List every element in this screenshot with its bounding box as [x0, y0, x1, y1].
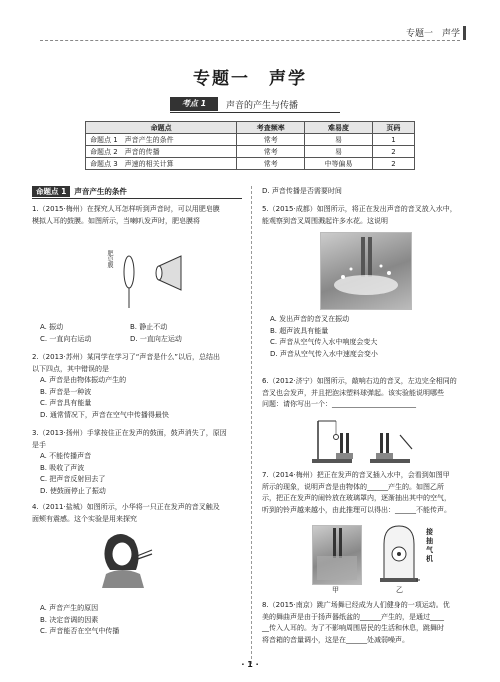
- question-text: 问题：请你写出一个：________________________: [262, 400, 416, 408]
- question-1: [32, 204, 244, 227]
- option: D. 通常情况下，声音在空气中传播得最快: [40, 410, 169, 419]
- question-text: 所示的现象，说明声音是由物体的______产生的。如图乙所: [262, 482, 444, 491]
- question-text: 是手: [32, 440, 46, 449]
- table-header-cell: 命题点: [86, 122, 237, 134]
- question-text: 模拟人耳的鼓膜。如图所示，当喇叭发声时，肥皂膜将: [32, 216, 200, 225]
- section-rule: [32, 198, 242, 199]
- question-text: 6.（2012·济宁）如图所示，敲响右边的音叉，左边完全相同的: [262, 377, 457, 385]
- question-text: __传入人耳的。为了不影响周围居民的生活和休息，跳舞时: [262, 624, 444, 632]
- question-text: 8.（2015·南京）跳广场舞已经成为人们健身的一项运动。优: [262, 601, 450, 609]
- two-tuning-forks-icon: [310, 415, 420, 465]
- question-text: 将音箱的音量调小，这是在______处减弱噪声。: [262, 635, 409, 644]
- option: D. 声音传播是否需要时间: [262, 187, 342, 195]
- question-text: 美的舞曲声是由于扬声器纸盆的______产生的，是通过____: [262, 612, 444, 621]
- kaodian-badge: 考点 1: [170, 97, 218, 111]
- question-2: [32, 352, 244, 421]
- table-cell: 命题点 2 声音的传播: [86, 146, 237, 158]
- question-5-options: [270, 314, 470, 360]
- table-header-cell: 考查频率: [237, 122, 305, 134]
- question-4-option-d: [262, 186, 472, 198]
- figure-label: 肥皂膜: [106, 250, 113, 268]
- page-number: · 1 ·: [241, 660, 259, 669]
- option: C. 声音从空气传入水中响度会变大: [270, 338, 378, 346]
- question-text: 音叉也会发声，并且把泡沫塑料球弹起。该实验能说明哪些: [262, 388, 444, 397]
- table-cell: 2: [372, 158, 414, 170]
- table-cell: 2: [372, 146, 414, 158]
- question-text: 1.（2015·梅州）在探究人耳怎样听到声音时，可以用肥皂膜: [32, 205, 220, 213]
- page-title: 专题一 声学: [193, 69, 307, 89]
- option: D. 声音从空气传入水中速度会变小: [270, 349, 378, 358]
- option: D. 使鼓面停止了振动: [40, 486, 106, 495]
- fork-water-icon: [313, 526, 361, 584]
- option: B. 决定音调的因素: [40, 615, 99, 624]
- water-splash-icon: [321, 233, 411, 309]
- girl-tuning-fork-icon: [90, 530, 160, 588]
- question-4-options: [40, 603, 240, 638]
- option: A. 不能传播声音: [40, 452, 92, 460]
- table-header-row: [86, 122, 415, 134]
- question-text: 3.（2013·扬州）手掌按住正在发声的鼓面，鼓声消失了，原因: [32, 429, 227, 437]
- table-cell: 常考: [237, 146, 305, 158]
- question-text: 听到的铃声越来越小，由此推理可以得出：______不能传声。: [262, 505, 451, 514]
- question-1-options: [40, 322, 240, 345]
- table-row: [86, 158, 415, 170]
- bell-jar-icon: [378, 522, 420, 584]
- table-row: [86, 134, 415, 146]
- section-tag: 命题点 1: [32, 186, 70, 197]
- kaodian-title: 声音的产生与传播: [226, 101, 299, 111]
- topic-table: [85, 121, 415, 170]
- option: A. 振动: [40, 323, 64, 331]
- kaodian-rule: [170, 112, 340, 113]
- tuning-fork-water-photo: [320, 232, 412, 310]
- table-cell: 命题点 1 声音产生的条件: [86, 134, 237, 146]
- header-rule: [40, 40, 460, 41]
- question-text: 能观察到音叉周围溅起许多水花。这说明: [262, 216, 388, 225]
- option: A. 声音产生的原因: [40, 604, 99, 612]
- question-7: [262, 470, 472, 516]
- question-5: [262, 204, 472, 227]
- question-text: 5.（2015·成都）如图所示，将正在发出声音的音叉放入水中，: [262, 205, 457, 213]
- soap-film-speaker-icon: [115, 250, 195, 310]
- option: C. 一直向右运动: [40, 334, 92, 343]
- option: B. 超声波具有能量: [270, 326, 329, 335]
- figure-label-pump: 接抽气机: [426, 528, 433, 563]
- running-header: 专题一 声学: [405, 29, 460, 39]
- option: C. 声音能否在空气中传播: [40, 627, 120, 635]
- table-row: [86, 146, 415, 158]
- option: C. 把声音反射回去了: [40, 475, 106, 483]
- question-6: [262, 376, 472, 411]
- figure-label-yi: 乙: [396, 586, 403, 594]
- section-heading: [32, 186, 242, 197]
- table-cell: 命题点 3 声速的相关计算: [86, 158, 237, 170]
- question-text: 2.（2013·苏州）某同学在学习了“声音是什么”以后，总结出: [32, 353, 220, 361]
- question-4: [32, 502, 244, 525]
- question-3: [32, 428, 244, 497]
- option: B. 声音是一种波: [40, 387, 92, 396]
- table-cell: 常考: [237, 134, 305, 146]
- question-text: 面颊有震感。这个实验是用来探究: [32, 514, 137, 523]
- section-title: 声音产生的条件: [74, 187, 127, 196]
- table-cell: 1: [372, 134, 414, 146]
- option: B. 静止不动: [130, 323, 168, 331]
- question-8: [262, 600, 472, 646]
- option: D. 一直向左运动: [130, 334, 182, 343]
- kaodian-heading: [170, 97, 370, 111]
- option: C. 声音具有能量: [40, 399, 92, 407]
- question-text: 4.（2011·盐城）如图所示，小华将一只正在发声的音叉触及: [32, 503, 220, 511]
- option: A. 发出声音的音叉在振动: [270, 315, 350, 323]
- table-header-cell: 难易度: [305, 122, 373, 134]
- question-text: 7.（2014·梅州）把正在发声的音叉插入水中，会看到如图甲: [262, 471, 450, 479]
- table-cell: 易: [305, 134, 373, 146]
- column-divider: [251, 186, 252, 664]
- table-cell: 常考: [237, 158, 305, 170]
- header-bar: [463, 26, 466, 40]
- table-cell: 中等偏易: [305, 158, 373, 170]
- option: B. 吸收了声波: [40, 463, 85, 472]
- question-text: 示，把正在发声的闹铃放在玻璃罩内，逐渐抽出其中的空气，: [262, 494, 451, 502]
- option: A. 声音是由物体振动产生的: [40, 376, 127, 384]
- table-cell: 易: [305, 146, 373, 158]
- fork-in-water-photo: [312, 525, 362, 585]
- soap-film-figure: [105, 250, 195, 310]
- question-text: 以下四点，其中错误的是: [32, 364, 109, 373]
- figure-label-jia: 甲: [332, 586, 339, 594]
- table-header-cell: 页码: [372, 122, 414, 134]
